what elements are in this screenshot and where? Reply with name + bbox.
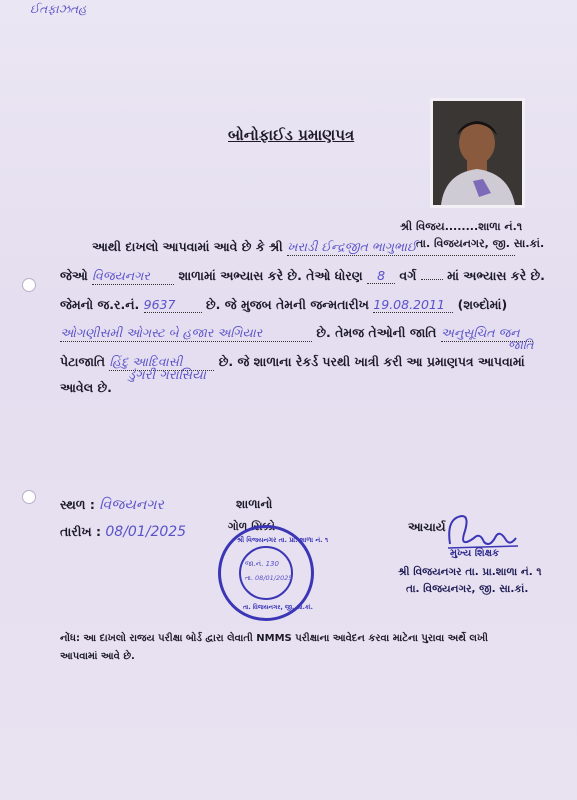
caste-field-continuation: જાતિ xyxy=(508,338,534,352)
student-name-field: ખરાડી ઈન્દ્રજીત ભાગુભાઈ xyxy=(287,239,515,256)
sub-caste-extra: ડુંગરી ગરાસિયા xyxy=(128,368,206,383)
register-number-field: 9637 xyxy=(144,297,202,313)
line5-prefix: પેટાજાતિ xyxy=(60,354,106,369)
caste-field: અનુસૂચિત જન xyxy=(441,325,533,342)
standard-field: 8 xyxy=(367,268,395,284)
signature-title: મુખ્ય શિક્ષક xyxy=(450,548,500,559)
principal-label: આચાર્ય xyxy=(408,520,446,534)
line4-mid: છે. તેમજ તેઓની જાતિ xyxy=(316,325,437,340)
seal-label: ગોળ સિક્કો xyxy=(228,520,276,533)
body-line-1 xyxy=(92,239,515,256)
body-line-6 xyxy=(60,380,112,396)
seal-inner-circle xyxy=(239,546,293,600)
punch-hole-bottom xyxy=(22,490,36,504)
note-line-2: આપવામાં આવે છે. xyxy=(60,651,135,662)
place-value: વિજયનગર xyxy=(99,497,164,513)
signature-line2: તા. વિજયનગર, જી. સા.કાં. xyxy=(406,583,529,595)
seal-date-row xyxy=(245,574,293,583)
place-row xyxy=(60,497,164,513)
line3-suffix: (શબ્દોમાં) xyxy=(457,297,508,312)
seal-number-value: 130 xyxy=(265,560,279,568)
line1-prefix: આથી દાખલો આપવામાં આવે છે કે શ્રી xyxy=(92,239,283,254)
seal-bottom-text: તા. વિજયનગર, જી. સા.કાં. xyxy=(243,604,313,611)
student-photo xyxy=(430,98,525,208)
body-line-3 xyxy=(60,297,507,313)
seal-date-label: તા. xyxy=(245,574,253,582)
birth-date-words-field: ઓગણીસમી ઓગસ્ટ બે હજાર અગિયાર xyxy=(60,325,312,342)
sub-caste-field: હિંદુ આદિવાસી xyxy=(109,354,214,371)
student-photo-image xyxy=(433,101,522,205)
line2-mid2: વર્ગ xyxy=(399,268,417,283)
punch-hole-top xyxy=(22,278,36,292)
line2-prefix: જેઓ xyxy=(60,268,88,283)
line6-prefix: આવેલ છે. xyxy=(60,380,112,395)
place-label: સ્થળ : xyxy=(60,497,95,512)
date-row xyxy=(60,524,186,540)
seal-number-label: જા.નં. xyxy=(245,560,264,568)
line2-suffix: માં અભ્યાસ કરે છે. xyxy=(447,268,545,283)
seal-ring-text: શ્રી વિજયનગર તા. પ્રા. શાળા નં. ૧ xyxy=(237,536,329,544)
school-name-field: વિજયનગર xyxy=(92,268,174,285)
school-seal-stamp xyxy=(218,525,329,621)
line3-prefix: જેમનો જ.ર.નં. xyxy=(60,297,140,312)
school-header-line2: તા. વિજયનગર, જી. સા.કાં. xyxy=(416,237,545,250)
body-line-4 xyxy=(60,325,533,342)
school-label: શાળાનો xyxy=(236,497,273,511)
signature-line1: શ્રી વિજયનગર તા. પ્રા.શાળા નં. ૧ xyxy=(398,566,542,578)
school-header-line1: શ્રી વિજય........શાળા નં.૧ xyxy=(400,220,523,233)
line3-mid: છે. જે મુજબ તેમની જન્મતારીખ xyxy=(206,297,369,312)
body-line-2 xyxy=(60,268,545,285)
seal-number-row xyxy=(245,560,279,569)
seal-date-value: 08/01/2025 xyxy=(255,574,293,582)
line2-mid: શાળામાં અભ્યાસ કરે છે. તેઓ ધોરણ xyxy=(178,268,363,283)
division-field xyxy=(421,279,443,280)
certificate-title: બોનોફાઈડ પ્રમાણપત્ર xyxy=(228,126,355,144)
corner-handwritten-note: ઈતફાઝતહ xyxy=(30,2,87,16)
line5-suffix: છે. જે શાળાના રેકર્ડ પરથી ખાત્રી કરી આ પ્રમાણપત્ર આપવામાં xyxy=(218,354,525,369)
date-value: 08/01/2025 xyxy=(105,524,187,540)
date-label: તારીખ : xyxy=(60,524,102,539)
birth-date-field: 19.08.2011 xyxy=(373,297,453,313)
note-line-1: નોંધ: આ દાખલો રાજય પરીક્ષા બોર્ડ દ્વારા લેવાતી NMMS પરીક્ષાના આવેદન કરવા માટેના પુરાવા અર્થે લખી xyxy=(60,633,489,644)
